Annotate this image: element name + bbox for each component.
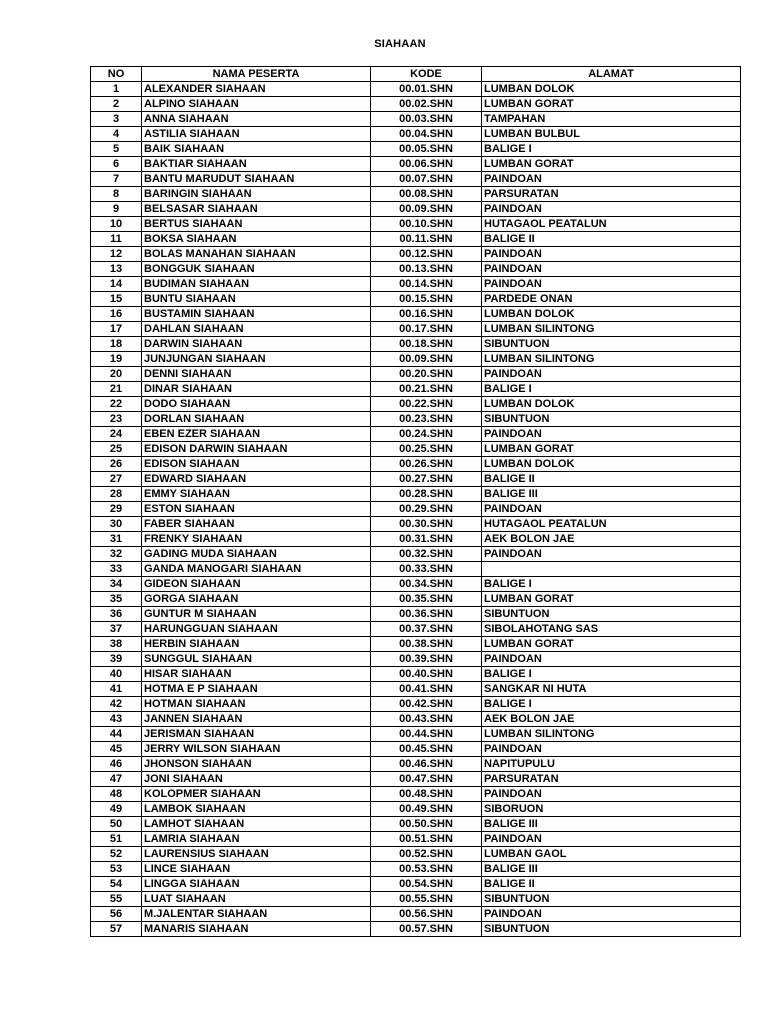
cell-kode: 00.42.SHN xyxy=(371,697,482,712)
cell-kode: 00.43.SHN xyxy=(371,712,482,727)
cell-nama-peserta: BUSTAMIN SIAHAAN xyxy=(142,307,371,322)
cell-nama-peserta: BOLAS MANAHAN SIAHAAN xyxy=(142,247,371,262)
table-row xyxy=(91,262,741,277)
cell-nama-peserta: BAKTIAR SIAHAAN xyxy=(142,157,371,172)
cell-alamat: BALIGE I xyxy=(482,697,741,712)
table-row xyxy=(91,892,741,907)
cell-alamat: LUMBAN DOLOK xyxy=(482,457,741,472)
cell-kode: 00.11.SHN xyxy=(371,232,482,247)
cell-kode: 00.27.SHN xyxy=(371,472,482,487)
cell-nama-peserta: BERTUS SIAHAAN xyxy=(142,217,371,232)
cell-no: 31 xyxy=(91,532,142,547)
table-body xyxy=(91,82,741,937)
cell-kode: 00.12.SHN xyxy=(371,247,482,262)
cell-no: 37 xyxy=(91,622,142,637)
cell-nama-peserta: LAURENSIUS SIAHAAN xyxy=(142,847,371,862)
cell-kode: 00.08.SHN xyxy=(371,187,482,202)
table-row xyxy=(91,427,741,442)
cell-nama-peserta: EMMY SIAHAAN xyxy=(142,487,371,502)
cell-no: 34 xyxy=(91,577,142,592)
table-header xyxy=(91,67,741,82)
cell-kode: 00.14.SHN xyxy=(371,277,482,292)
cell-nama-peserta: LAMHOT SIAHAAN xyxy=(142,817,371,832)
cell-no: 9 xyxy=(91,202,142,217)
cell-nama-peserta: GADING MUDA SIAHAAN xyxy=(142,547,371,562)
cell-nama-peserta: FABER SIAHAAN xyxy=(142,517,371,532)
cell-nama-peserta: KOLOPMER SIAHAAN xyxy=(142,787,371,802)
cell-no: 28 xyxy=(91,487,142,502)
cell-nama-peserta: BUNTU SIAHAAN xyxy=(142,292,371,307)
cell-alamat: BALIGE III xyxy=(482,862,741,877)
cell-alamat: PAINDOAN xyxy=(482,172,741,187)
cell-kode: 00.24.SHN xyxy=(371,427,482,442)
cell-alamat: AEK BOLON JAE xyxy=(482,712,741,727)
cell-alamat: BALIGE I xyxy=(482,577,741,592)
cell-kode: 00.09.SHN xyxy=(371,352,482,367)
table-row xyxy=(91,817,741,832)
cell-nama-peserta: LAMRIA SIAHAAN xyxy=(142,832,371,847)
table-row xyxy=(91,307,741,322)
cell-alamat: SANGKAR NI HUTA xyxy=(482,682,741,697)
participant-table xyxy=(90,66,741,937)
cell-kode: 00.44.SHN xyxy=(371,727,482,742)
cell-no: 20 xyxy=(91,367,142,382)
cell-alamat: PAINDOAN xyxy=(482,502,741,517)
cell-nama-peserta: LINGGA SIAHAAN xyxy=(142,877,371,892)
cell-kode: 00.16.SHN xyxy=(371,307,482,322)
cell-no: 25 xyxy=(91,442,142,457)
table-row xyxy=(91,367,741,382)
table-row xyxy=(91,637,741,652)
cell-alamat: PAINDOAN xyxy=(482,787,741,802)
cell-kode: 00.02.SHN xyxy=(371,97,482,112)
cell-kode: 00.21.SHN xyxy=(371,382,482,397)
cell-no: 24 xyxy=(91,427,142,442)
cell-no: 52 xyxy=(91,847,142,862)
cell-nama-peserta: HARUNGGUAN SIAHAAN xyxy=(142,622,371,637)
cell-no: 15 xyxy=(91,292,142,307)
cell-no: 42 xyxy=(91,697,142,712)
cell-no: 53 xyxy=(91,862,142,877)
cell-kode: 00.57.SHN xyxy=(371,922,482,937)
table-row xyxy=(91,517,741,532)
table-row xyxy=(91,472,741,487)
cell-nama-peserta: ALEXANDER SIAHAAN xyxy=(142,82,371,97)
cell-alamat: LUMBAN SILINTONG xyxy=(482,322,741,337)
cell-alamat: PAINDOAN xyxy=(482,202,741,217)
cell-nama-peserta: FRENKY SIAHAAN xyxy=(142,532,371,547)
table-row xyxy=(91,652,741,667)
table-row xyxy=(91,217,741,232)
table-row xyxy=(91,907,741,922)
cell-kode: 00.29.SHN xyxy=(371,502,482,517)
table-row xyxy=(91,322,741,337)
cell-nama-peserta: BAIK SIAHAAN xyxy=(142,142,371,157)
cell-no: 32 xyxy=(91,547,142,562)
cell-kode: 00.37.SHN xyxy=(371,622,482,637)
header-nama-peserta: NAMA PESERTA xyxy=(142,67,371,82)
cell-nama-peserta: GANDA MANOGARI SIAHAAN xyxy=(142,562,371,577)
table-row xyxy=(91,442,741,457)
cell-kode: 00.18.SHN xyxy=(371,337,482,352)
cell-kode: 00.31.SHN xyxy=(371,532,482,547)
cell-alamat: PARSURATAN xyxy=(482,187,741,202)
cell-alamat: LUMBAN GORAT xyxy=(482,442,741,457)
table-row xyxy=(91,232,741,247)
cell-alamat: PAINDOAN xyxy=(482,427,741,442)
table-row xyxy=(91,742,741,757)
table-row xyxy=(91,757,741,772)
table-row xyxy=(91,292,741,307)
cell-alamat: HUTAGAOL PEATALUN xyxy=(482,217,741,232)
cell-alamat: LUMBAN GAOL xyxy=(482,847,741,862)
cell-no: 16 xyxy=(91,307,142,322)
table-row xyxy=(91,787,741,802)
header-kode: KODE xyxy=(371,67,482,82)
table-row xyxy=(91,697,741,712)
cell-kode: 00.26.SHN xyxy=(371,457,482,472)
cell-alamat: LUMBAN GORAT xyxy=(482,157,741,172)
cell-alamat: PAINDOAN xyxy=(482,247,741,262)
cell-nama-peserta: DORLAN SIAHAAN xyxy=(142,412,371,427)
cell-kode: 00.50.SHN xyxy=(371,817,482,832)
cell-alamat: SIBUNTUON xyxy=(482,337,741,352)
cell-nama-peserta: LUAT SIAHAAN xyxy=(142,892,371,907)
cell-alamat: LUMBAN GORAT xyxy=(482,97,741,112)
cell-kode: 00.06.SHN xyxy=(371,157,482,172)
cell-no: 56 xyxy=(91,907,142,922)
cell-no: 50 xyxy=(91,817,142,832)
cell-no: 35 xyxy=(91,592,142,607)
cell-kode: 00.45.SHN xyxy=(371,742,482,757)
cell-nama-peserta: JERRY WILSON SIAHAAN xyxy=(142,742,371,757)
cell-no: 29 xyxy=(91,502,142,517)
cell-alamat: LUMBAN DOLOK xyxy=(482,82,741,97)
table-row xyxy=(91,622,741,637)
cell-no: 33 xyxy=(91,562,142,577)
cell-kode: 00.10.SHN xyxy=(371,217,482,232)
cell-kode: 00.30.SHN xyxy=(371,517,482,532)
cell-no: 21 xyxy=(91,382,142,397)
cell-no: 36 xyxy=(91,607,142,622)
cell-nama-peserta: DINAR SIAHAAN xyxy=(142,382,371,397)
cell-alamat: LUMBAN SILINTONG xyxy=(482,727,741,742)
table-row xyxy=(91,382,741,397)
cell-nama-peserta: JANNEN SIAHAAN xyxy=(142,712,371,727)
table-row xyxy=(91,337,741,352)
cell-nama-peserta: DAHLAN SIAHAAN xyxy=(142,322,371,337)
table-row xyxy=(91,172,741,187)
cell-nama-peserta: DENNI SIAHAAN xyxy=(142,367,371,382)
cell-alamat: TAMPAHAN xyxy=(482,112,741,127)
cell-alamat: BALIGE I xyxy=(482,667,741,682)
cell-no: 11 xyxy=(91,232,142,247)
cell-alamat: AEK BOLON JAE xyxy=(482,532,741,547)
cell-no: 18 xyxy=(91,337,142,352)
cell-alamat: LUMBAN SILINTONG xyxy=(482,352,741,367)
cell-alamat: BALIGE II xyxy=(482,232,741,247)
cell-alamat: SIBOLAHOTANG SAS xyxy=(482,622,741,637)
table-row xyxy=(91,727,741,742)
cell-kode: 00.41.SHN xyxy=(371,682,482,697)
cell-no: 41 xyxy=(91,682,142,697)
cell-kode: 00.03.SHN xyxy=(371,112,482,127)
table-row xyxy=(91,877,741,892)
cell-kode: 00.48.SHN xyxy=(371,787,482,802)
cell-kode: 00.33.SHN xyxy=(371,562,482,577)
table-row xyxy=(91,607,741,622)
cell-alamat: BALIGE III xyxy=(482,817,741,832)
cell-nama-peserta: JHONSON SIAHAAN xyxy=(142,757,371,772)
cell-no: 55 xyxy=(91,892,142,907)
cell-kode: 00.04.SHN xyxy=(371,127,482,142)
cell-no: 23 xyxy=(91,412,142,427)
cell-nama-peserta: ANNA SIAHAAN xyxy=(142,112,371,127)
cell-kode: 00.05.SHN xyxy=(371,142,482,157)
table-row xyxy=(91,832,741,847)
table-row xyxy=(91,667,741,682)
table-row xyxy=(91,247,741,262)
cell-no: 51 xyxy=(91,832,142,847)
cell-no: 30 xyxy=(91,517,142,532)
cell-nama-peserta: DODO SIAHAAN xyxy=(142,397,371,412)
cell-no: 26 xyxy=(91,457,142,472)
table-row xyxy=(91,112,741,127)
cell-kode: 00.40.SHN xyxy=(371,667,482,682)
cell-kode: 00.07.SHN xyxy=(371,172,482,187)
table-row xyxy=(91,82,741,97)
cell-alamat: LUMBAN GORAT xyxy=(482,637,741,652)
table-row xyxy=(91,157,741,172)
cell-no: 46 xyxy=(91,757,142,772)
table-row xyxy=(91,502,741,517)
cell-no: 57 xyxy=(91,922,142,937)
cell-no: 38 xyxy=(91,637,142,652)
table-row xyxy=(91,532,741,547)
table-row xyxy=(91,277,741,292)
cell-no: 43 xyxy=(91,712,142,727)
cell-no: 39 xyxy=(91,652,142,667)
cell-alamat: LUMBAN GORAT xyxy=(482,592,741,607)
cell-no: 4 xyxy=(91,127,142,142)
cell-no: 13 xyxy=(91,262,142,277)
cell-no: 22 xyxy=(91,397,142,412)
cell-kode: 00.49.SHN xyxy=(371,802,482,817)
cell-no: 19 xyxy=(91,352,142,367)
cell-alamat: LUMBAN BULBUL xyxy=(482,127,741,142)
cell-kode: 00.47.SHN xyxy=(371,772,482,787)
cell-kode: 00.20.SHN xyxy=(371,367,482,382)
cell-alamat: BALIGE I xyxy=(482,382,741,397)
cell-kode: 00.53.SHN xyxy=(371,862,482,877)
cell-no: 47 xyxy=(91,772,142,787)
cell-no: 10 xyxy=(91,217,142,232)
header-alamat: ALAMAT xyxy=(482,67,741,82)
table-row xyxy=(91,142,741,157)
cell-no: 14 xyxy=(91,277,142,292)
cell-nama-peserta: BANTU MARUDUT SIAHAAN xyxy=(142,172,371,187)
cell-nama-peserta: JUNJUNGAN SIAHAAN xyxy=(142,352,371,367)
cell-kode: 00.28.SHN xyxy=(371,487,482,502)
cell-alamat: SIBUNTUON xyxy=(482,922,741,937)
table-row xyxy=(91,772,741,787)
cell-no: 44 xyxy=(91,727,142,742)
cell-alamat: PAINDOAN xyxy=(482,262,741,277)
cell-kode: 00.54.SHN xyxy=(371,877,482,892)
cell-nama-peserta: EDWARD SIAHAAN xyxy=(142,472,371,487)
cell-kode: 00.17.SHN xyxy=(371,322,482,337)
table-row xyxy=(91,457,741,472)
cell-no: 8 xyxy=(91,187,142,202)
table-row xyxy=(91,847,741,862)
cell-nama-peserta: ESTON SIAHAAN xyxy=(142,502,371,517)
cell-alamat: PAINDOAN xyxy=(482,547,741,562)
cell-nama-peserta: BELSASAR SIAHAAN xyxy=(142,202,371,217)
table-row xyxy=(91,712,741,727)
cell-kode: 00.34.SHN xyxy=(371,577,482,592)
cell-alamat: SIBUNTUON xyxy=(482,607,741,622)
cell-no: 48 xyxy=(91,787,142,802)
table-row xyxy=(91,682,741,697)
cell-alamat: BALIGE I xyxy=(482,142,741,157)
cell-nama-peserta: GORGA SIAHAAN xyxy=(142,592,371,607)
header-no: NO xyxy=(91,67,142,82)
cell-nama-peserta: EDISON SIAHAAN xyxy=(142,457,371,472)
cell-no: 3 xyxy=(91,112,142,127)
cell-alamat: BALIGE II xyxy=(482,472,741,487)
cell-nama-peserta: SUNGGUL SIAHAAN xyxy=(142,652,371,667)
cell-alamat: SIBUNTUON xyxy=(482,412,741,427)
cell-nama-peserta: HERBIN SIAHAAN xyxy=(142,637,371,652)
table-row xyxy=(91,802,741,817)
table-row xyxy=(91,487,741,502)
cell-alamat: PAINDOAN xyxy=(482,277,741,292)
cell-nama-peserta: GUNTUR M SIAHAAN xyxy=(142,607,371,622)
cell-alamat: BALIGE II xyxy=(482,877,741,892)
table-row xyxy=(91,547,741,562)
table-row xyxy=(91,577,741,592)
cell-alamat: PAINDOAN xyxy=(482,742,741,757)
table-row xyxy=(91,127,741,142)
cell-nama-peserta: BARINGIN SIAHAAN xyxy=(142,187,371,202)
cell-kode: 00.46.SHN xyxy=(371,757,482,772)
cell-no: 7 xyxy=(91,172,142,187)
cell-nama-peserta: DARWIN SIAHAAN xyxy=(142,337,371,352)
cell-nama-peserta: M.JALENTAR SIAHAAN xyxy=(142,907,371,922)
cell-alamat: PAINDOAN xyxy=(482,367,741,382)
cell-alamat: PAINDOAN xyxy=(482,907,741,922)
cell-nama-peserta: BUDIMAN SIAHAAN xyxy=(142,277,371,292)
cell-kode: 00.35.SHN xyxy=(371,592,482,607)
cell-nama-peserta: ASTILIA SIAHAAN xyxy=(142,127,371,142)
cell-kode: 00.36.SHN xyxy=(371,607,482,622)
cell-alamat: SIBUNTUON xyxy=(482,892,741,907)
cell-nama-peserta: MANARIS SIAHAAN xyxy=(142,922,371,937)
cell-no: 54 xyxy=(91,877,142,892)
cell-kode: 00.32.SHN xyxy=(371,547,482,562)
cell-nama-peserta: LINCE SIAHAAN xyxy=(142,862,371,877)
cell-no: 49 xyxy=(91,802,142,817)
cell-kode: 00.01.SHN xyxy=(371,82,482,97)
table-row xyxy=(91,922,741,937)
cell-no: 5 xyxy=(91,142,142,157)
cell-alamat: PAINDOAN xyxy=(482,832,741,847)
cell-alamat: PARSURATAN xyxy=(482,772,741,787)
cell-nama-peserta: JONI SIAHAAN xyxy=(142,772,371,787)
header-row xyxy=(91,67,741,82)
cell-kode: 00.52.SHN xyxy=(371,847,482,862)
table-row xyxy=(91,352,741,367)
cell-kode: 00.15.SHN xyxy=(371,292,482,307)
cell-kode: 00.56.SHN xyxy=(371,907,482,922)
cell-no: 6 xyxy=(91,157,142,172)
cell-alamat: LUMBAN DOLOK xyxy=(482,397,741,412)
cell-no: 17 xyxy=(91,322,142,337)
cell-nama-peserta: EDISON DARWIN SIAHAAN xyxy=(142,442,371,457)
cell-no: 45 xyxy=(91,742,142,757)
cell-alamat: NAPITUPULU xyxy=(482,757,741,772)
cell-nama-peserta: HOTMA E P SIAHAAN xyxy=(142,682,371,697)
cell-alamat: HUTAGAOL PEATALUN xyxy=(482,517,741,532)
page-title: SIAHAAN xyxy=(374,38,426,50)
cell-kode: 00.22.SHN xyxy=(371,397,482,412)
table-row xyxy=(91,187,741,202)
cell-alamat: PAINDOAN xyxy=(482,652,741,667)
table-row xyxy=(91,397,741,412)
cell-nama-peserta: LAMBOK SIAHAAN xyxy=(142,802,371,817)
table-row xyxy=(91,592,741,607)
cell-nama-peserta: BONGGUK SIAHAAN xyxy=(142,262,371,277)
cell-nama-peserta: BOKSA SIAHAAN xyxy=(142,232,371,247)
cell-kode: 00.51.SHN xyxy=(371,832,482,847)
table-row xyxy=(91,202,741,217)
table-row xyxy=(91,97,741,112)
cell-nama-peserta: HISAR SIAHAAN xyxy=(142,667,371,682)
table-row xyxy=(91,412,741,427)
cell-alamat: LUMBAN DOLOK xyxy=(482,307,741,322)
cell-no: 12 xyxy=(91,247,142,262)
cell-alamat xyxy=(482,562,741,577)
cell-kode: 00.55.SHN xyxy=(371,892,482,907)
table-row xyxy=(91,862,741,877)
cell-alamat: SIBORUON xyxy=(482,802,741,817)
cell-nama-peserta: HOTMAN SIAHAAN xyxy=(142,697,371,712)
cell-kode: 00.39.SHN xyxy=(371,652,482,667)
cell-kode: 00.13.SHN xyxy=(371,262,482,277)
cell-kode: 00.25.SHN xyxy=(371,442,482,457)
cell-no: 27 xyxy=(91,472,142,487)
cell-no: 2 xyxy=(91,97,142,112)
cell-no: 1 xyxy=(91,82,142,97)
cell-nama-peserta: ALPINO SIAHAAN xyxy=(142,97,371,112)
cell-no: 40 xyxy=(91,667,142,682)
cell-nama-peserta: EBEN EZER SIAHAAN xyxy=(142,427,371,442)
cell-nama-peserta: GIDEON SIAHAAN xyxy=(142,577,371,592)
cell-kode: 00.23.SHN xyxy=(371,412,482,427)
cell-kode: 00.38.SHN xyxy=(371,637,482,652)
cell-alamat: PARDEDE ONAN xyxy=(482,292,741,307)
cell-alamat: BALIGE III xyxy=(482,487,741,502)
table-row xyxy=(91,562,741,577)
cell-kode: 00.09.SHN xyxy=(371,202,482,217)
cell-nama-peserta: JERISMAN SIAHAAN xyxy=(142,727,371,742)
